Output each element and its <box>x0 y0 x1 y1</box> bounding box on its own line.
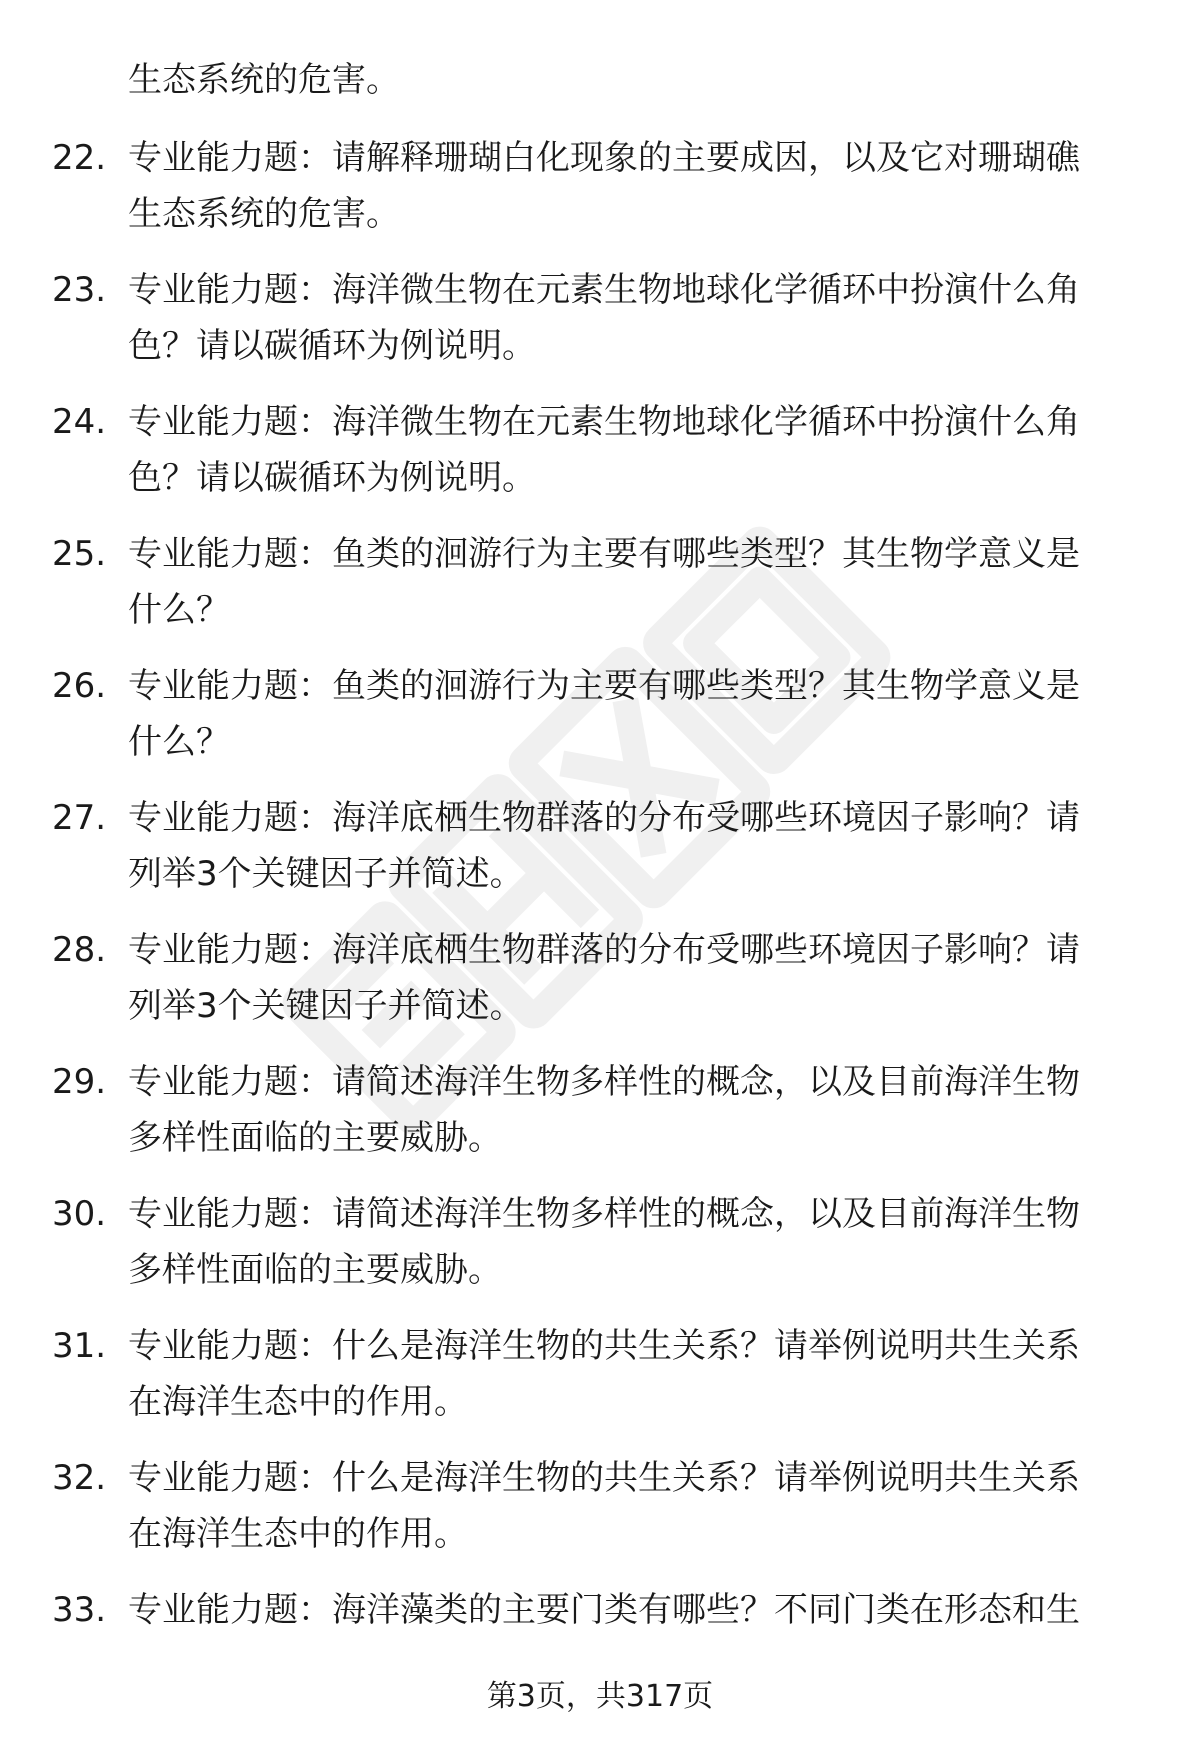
question-text-line: 什么？ <box>128 722 230 762</box>
question-number: 32. <box>52 1458 107 1498</box>
question-number: 29. <box>52 1062 107 1102</box>
question-item <box>0 922 1138 1034</box>
question-text-line: 多样性面临的主要威胁。 <box>128 1118 502 1158</box>
question-number: 25. <box>52 534 107 574</box>
question-text-line: 专业能力题：请简述海洋生物多样性的概念，以及目前海洋生物 <box>128 1062 1080 1102</box>
question-text-line: 专业能力题：鱼类的洄游行为主要有哪些类型？其生物学意义是 <box>128 666 1080 706</box>
question-item <box>0 1450 1138 1562</box>
question-item <box>0 1054 1138 1166</box>
question-text-line: 什么？ <box>128 590 230 630</box>
question-text-line: 专业能力题：海洋微生物在元素生物地球化学循环中扮演什么角 <box>128 402 1080 442</box>
question-number: 22. <box>52 138 107 178</box>
question-list <box>0 130 1200 1694</box>
document-body <box>0 52 1200 1714</box>
question-text-line: 色？请以碳循环为例说明。 <box>128 326 536 366</box>
question-item <box>0 394 1138 506</box>
question-text-line: 专业能力题：什么是海洋生物的共生关系？请举例说明共生关系 <box>128 1458 1080 1498</box>
question-number: 27. <box>52 798 107 838</box>
question-number: 33. <box>52 1590 107 1630</box>
question-item <box>0 1186 1138 1298</box>
question-text-line: 专业能力题：鱼类的洄游行为主要有哪些类型？其生物学意义是 <box>128 534 1080 574</box>
question-item <box>0 1318 1138 1430</box>
question-item <box>0 790 1138 902</box>
question-text-line: 在海洋生态中的作用。 <box>128 1382 468 1422</box>
page-footer: 第3页，共317页 <box>486 1679 714 1714</box>
question-text-line: 专业能力题：海洋底栖生物群落的分布受哪些环境因子影响？请 <box>128 798 1080 838</box>
question-number: 28. <box>52 930 107 970</box>
question-text-line: 专业能力题：海洋微生物在元素生物地球化学循环中扮演什么角 <box>128 270 1080 310</box>
question-text-line: 专业能力题：请简述海洋生物多样性的概念，以及目前海洋生物 <box>128 1194 1080 1234</box>
question-text-line: 列举3个关键因子并简述。 <box>128 854 524 894</box>
continuation-text: 生态系统的危害。 <box>128 60 400 100</box>
question-item <box>0 262 1138 374</box>
question-text-line: 专业能力题：什么是海洋生物的共生关系？请举例说明共生关系 <box>128 1326 1080 1366</box>
question-number: 31. <box>52 1326 107 1366</box>
question-item <box>0 130 1138 242</box>
question-item <box>0 526 1138 638</box>
question-number: 30. <box>52 1194 107 1234</box>
question-text-line: 多样性面临的主要威胁。 <box>128 1250 502 1290</box>
question-text-line: 色？请以碳循环为例说明。 <box>128 458 536 498</box>
question-text-line: 专业能力题：海洋底栖生物群落的分布受哪些环境因子影响？请 <box>128 930 1080 970</box>
question-text-line: 专业能力题：海洋藻类的主要门类有哪些？不同门类在形态和生 <box>128 1590 1080 1630</box>
question-text-line: 在海洋生态中的作用。 <box>128 1514 468 1554</box>
question-number: 26. <box>52 666 107 706</box>
question-item <box>0 658 1138 770</box>
question-text-line: 列举3个关键因子并简述。 <box>128 986 524 1026</box>
question-text-line: 专业能力题：请解释珊瑚白化现象的主要成因，以及它对珊瑚礁 <box>128 138 1080 178</box>
question-number: 23. <box>52 270 107 310</box>
question-text-line: 生态系统的危害。 <box>128 194 400 234</box>
question-number: 24. <box>52 402 107 442</box>
